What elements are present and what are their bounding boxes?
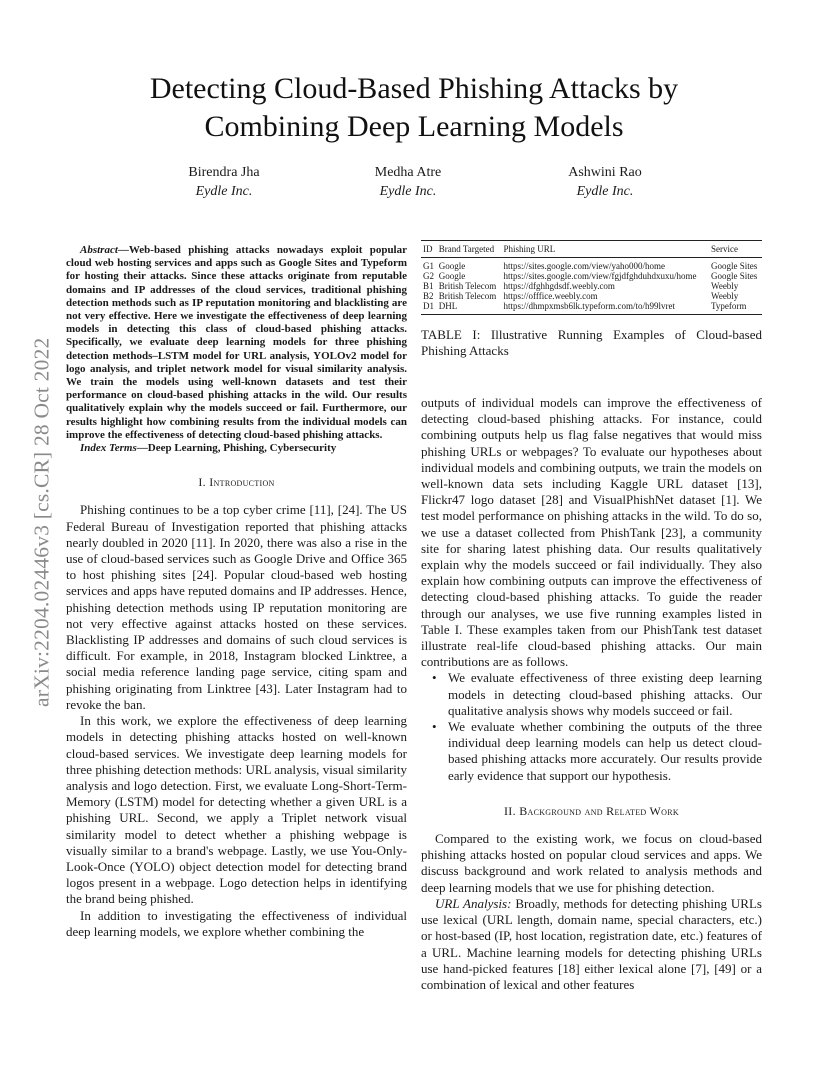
table-row — [421, 301, 762, 315]
table-cell: Google Sites — [711, 261, 758, 271]
section-heading-introduction: I. Introduction — [198, 475, 275, 490]
right-paragraph-1: outputs of individual models can improve the effectiveness of detecting cloud-based phishing attacks. For instance, could combining outputs help us flag false negatives that would miss phishing URLs or webpages? To evaluate our hypotheses about individual models and combining outputs, we train the models on well-known data sets including Kaggle URL dataset [13], Flickr47 logo dataset [28] and VisualPhishNet dataset [1]. We test model performance on phishing attacks in the wild. To do so, we use a dataset collected from PhishTank [23], a community site for sharing latest phishing data. Our results qualitatively explain why the models succeed or fail individually. They also explain how combining outputs can improve the effectiveness of detecting cloud-based phishing attacks. To guide the reader through our analyses, we use five running examples listed in Table I. These examples taken from our PhishTank test dataset illustrate real-life cloud-based phishing attacks. Our main contributions are as follows. — [421, 395, 762, 670]
table-cell: G2 — [423, 271, 434, 281]
right-column — [421, 240, 762, 993]
table-cell: Google — [438, 271, 466, 281]
table-header-cell: Phishing URL — [502, 241, 710, 258]
table-cell: B2 — [423, 291, 434, 301]
table-cell: https://sites.google.com/view/fgjdfghduhdxuxu/home — [503, 271, 697, 281]
table-cell: https://sites.google.com/view/yaho000/home — [503, 261, 666, 271]
abstract-lead: Abstract — [80, 244, 118, 256]
author-affiliation: Eydle Inc. — [379, 184, 437, 199]
paper-title — [90, 70, 738, 146]
abstract-text: —Web-based phishing attacks nowadays exploit popular cloud web hosting services and apps such as Google Sites and Typeform for hosting their attacks. Since these attacks originate from reputable domains and IP addresses of the cloud services, traditional phishing detection methods such as IP reputation monitoring and blacklisting are not very effective. Here we investigate the effectiveness of deep learning models in detecting this class of cloud-based phishing attacks. Specifically, we evaluate deep learning models for three phishing detection methods–LSTM model for URL analysis, YOLOv2 model for logo analysis, and triplet network model for visual similarity analysis. We train the models using well-known datasets and test their performance on cloud-based phishing attacks in the wild. Our results qualitatively explain why the models succeed or fail. Furthermore, our results highlight how combining results from the individual models can improve the effectiveness of detecting cloud-based phishing attacks. — [66, 244, 407, 441]
list-item-text: We evaluate whether combining the outputs of the three individual deep learning models can help us detect cloud-based phishing attacks more accurately. Our results provide early evidence that support our hypothesis. — [448, 719, 762, 783]
left-column — [66, 244, 407, 940]
table-header-cell: Brand Targeted — [437, 241, 502, 258]
background-paragraph-2 — [421, 896, 762, 993]
table-cell: https://dfghhgdsdf.weebly.com — [503, 281, 615, 291]
arxiv-side-label: arXiv:2204.02446v3 [cs.CR] 28 Oct 2022 — [29, 337, 54, 708]
intro-paragraph-2: In this work, we explore the effectiveness of deep learning models in detecting phishing attacks hosted on well-known cloud-based services. We investigate deep learning models for three phishing detection methods: URL analysis, visual similarity analysis and logo detection. First, we evaluate Long-Short-Term-Memory (LSTM) model for detecting whether a given URL is a phishing URL. Second, we apply a Triplet network visual similarity model to detect whether a phishing webpage is visually similar to a brand's webpage. Lastly, we use You-Only-Look-Once (YOLO) object detection model for detecting brand logos present in a webpage. Logo detection helps in identifying the brand being phished. — [66, 713, 407, 907]
abstract — [66, 244, 407, 442]
title-line-1: Detecting Cloud-Based Phishing Attacks by — [149, 72, 679, 105]
author-3 — [515, 163, 695, 201]
right-body — [421, 395, 762, 993]
author-2 — [318, 163, 498, 201]
table-row — [421, 291, 762, 301]
list-item — [432, 719, 762, 784]
author-affiliation: Eydle Inc. — [195, 184, 253, 199]
contributions-list — [421, 670, 762, 783]
author-name: Birendra Jha — [188, 165, 260, 180]
author-1 — [134, 163, 314, 201]
table-cell: B1 — [423, 281, 434, 291]
table-cell: D1 — [423, 301, 434, 311]
table-cell: Google — [438, 261, 466, 271]
intro-paragraph-1: Phishing continues to be a top cyber crime [11], [24]. The US Federal Bureau of Investigation reported that phishing attacks nearly doubled in 2020 [11]. In 2020, there was also a rise in the use of cloud-based services such as Google Drive and Office 365 to host phishing sites [24]. Popular cloud-based web hosting services and apps have reputed domains and IP addresses. Hence, phishing detection methods using IP reputation monitoring are not very effective against attacks hosted on these services. Blacklisting IP addresses and domains of such cloud services is difficult. For example, in 2018, Instagram blocked Linktree, a social media reference landing page service, citing spam and phishing originating from Linktree [43]. Later Instagram had to revoke the ban. — [66, 502, 407, 712]
table-header-cell: ID — [421, 241, 437, 258]
index-terms — [66, 442, 407, 455]
table-cell: DHL — [438, 301, 458, 311]
url-analysis-text: Broadly, methods for detecting phishing URLs use lexical (URL length, domain name, special characters, etc.) or host-based (IP, host location, registration date, etc.) features of a URL. Machine learning models for detecting phishing URLs use hand-picked features [18] either lexical alone [7], [49] or a combination of lexical and other features — [421, 895, 762, 992]
table-cell: G1 — [423, 261, 434, 271]
section-heading-background: II. Background and Related Work — [504, 803, 679, 818]
list-item — [432, 670, 762, 719]
url-analysis-heading: URL Analysis: — [435, 895, 512, 911]
table-cell: Weebly — [711, 281, 739, 291]
table-cell: Typeform — [711, 301, 747, 311]
table-row — [421, 281, 762, 291]
author-affiliation: Eydle Inc. — [576, 184, 634, 199]
table-cell: Google Sites — [711, 271, 758, 281]
index-terms-text: —Deep Learning, Phishing, Cybersecurity — [136, 442, 337, 455]
bullet-icon: • — [432, 719, 437, 735]
author-name: Ashwini Rao — [568, 165, 642, 180]
table-cell: Weebly — [711, 291, 739, 301]
phishing-examples-table — [421, 240, 762, 315]
index-terms-lead: Index Terms — [80, 442, 137, 455]
table-cell: British Telecom — [438, 291, 497, 301]
table-header-cell: Service — [709, 241, 762, 258]
table-caption: TABLE I: Illustrative Running Examples of Cloud-based Phishing Attacks — [421, 327, 762, 358]
author-name: Medha Atre — [374, 165, 442, 180]
table-header-row — [421, 241, 762, 258]
intro-paragraph-3: In addition to investigating the effectiveness of individual deep learning models, we explore whether combining the — [66, 907, 407, 939]
table-row — [421, 271, 762, 281]
table-row — [421, 258, 762, 272]
table-cell: British Telecom — [438, 281, 497, 291]
background-paragraph-1: Compared to the existing work, we focus on cloud-based phishing attacks hosted on popular cloud services and apps. We discuss background and work related to analysis methods and deep learning models that we use for phishing detection. — [421, 831, 762, 895]
table-cell: https://dhmpxmsb6lk.typeform.com/to/h99lvret — [503, 301, 676, 311]
table-cell: https://offfice.weebly.com — [503, 291, 598, 301]
title-line-2: Combining Deep Learning Models — [204, 110, 624, 143]
bullet-icon: • — [432, 670, 437, 686]
list-item-text: We evaluate effectiveness of three existing deep learning models in detecting cloud-based phishing attacks. Our qualitative analysis shows why models succeed or fail. — [448, 670, 762, 718]
